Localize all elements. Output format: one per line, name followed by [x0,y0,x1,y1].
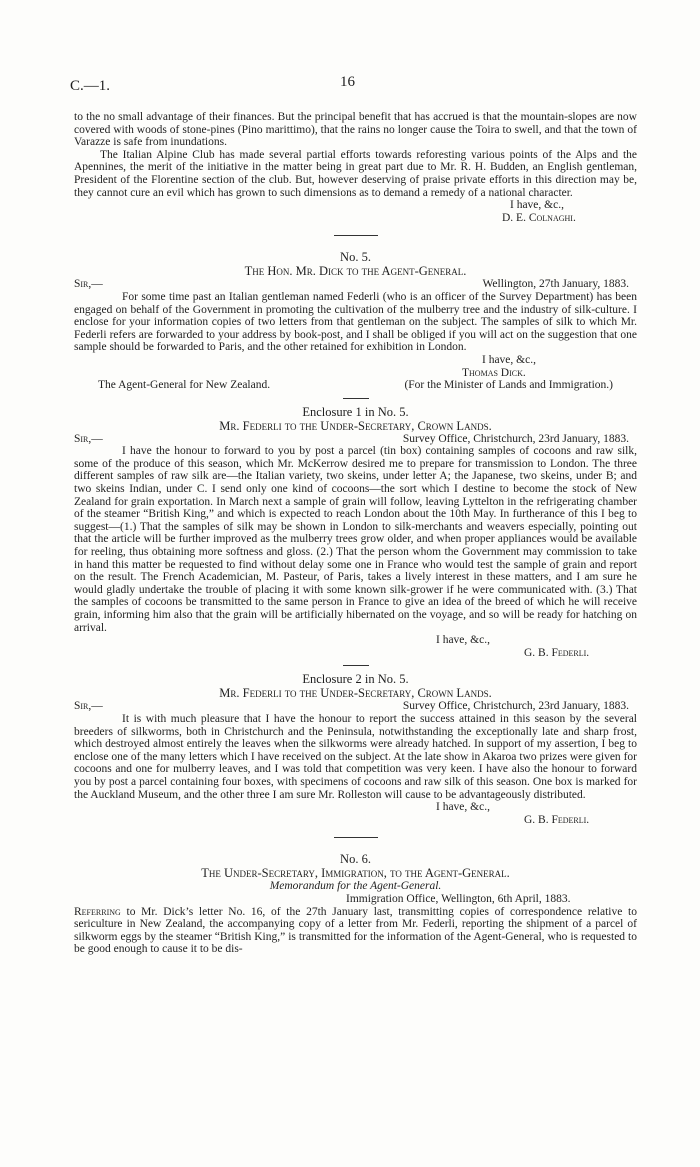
paragraph: The Italian Alpine Club has made several partial efforts towards reforesting various points of the Alps and the Apennines, the merit of the initiative in the matter being in great part due to Mr. R. H. Budden, an English gentleman, President of the Florentine section of the club. But, however deserving of praise private efforts in this direction may be, they cannot cure an evil which has grown to such dimensions as to demand a remedy of a national character. [74,148,637,199]
signature: D. E. Colnaghi. [502,211,576,224]
addressee-row [74,379,637,392]
letter-heading: The Hon. Mr. Dick to the Agent-General. [244,264,467,279]
salutation: Sir,— [74,278,103,291]
enclosure-title: Enclosure 1 in No. 5. [302,404,409,419]
place-date: Survey Office, Christchurch, 23rd January, 1883. [402,432,629,445]
paragraph: It is with much pleasure that I have the honour to report the success attained in this season by the several breeders of silkworms, both in Christchurch and the Peninsula, notwithstanding the exceptionally late and sharp frost, which destroyed almost entirely the leaves when the silkworms were already hatched. In support of my assertion, I beg to enclose one of the many letters which I have received on the subject. At the late show in Akaroa two prizes were given for cocoons and one for mulberry leaves, and I was told that competition was very keen. I have also the honour to forward you by post a parcel containing four boxes, with specimens of cocoons and raw silk of this season. One box is marked for the Auckland Museum, and the other three I am sure Mr. Rolleston will cause to be advantageously distributed. [74,712,637,801]
paragraph: to the no small advantage of their finances. But the principal benefit that has accrued is that the mountain-slopes are now covered with woods of stone-pines (Pino marittimo), that the rains no longer cause the Toira to swell, and that the town of Varazze is safe from inundations. [74,111,637,149]
divider [343,665,369,666]
salutation-row [74,700,637,713]
for-minister: (For the Minister of Lands and Immigration.) [404,379,613,392]
place-date: Immigration Office, Wellington, 6th April, 1883. [346,892,571,905]
place-date: Survey Office, Christchurch, 23rd January, 1883. [402,700,629,713]
enclosure-heading: Mr. Federli to the Under-Secretary, Crown Lands. [219,686,492,701]
place-date: Wellington, 27th January, 1883. [482,278,629,291]
closing: I have, &c., [510,199,564,212]
salutation: Sir,— [74,700,103,713]
closing: I have, &c., [482,353,536,366]
enclosure-heading: Mr. Federli to the Under-Secretary, Crown Lands. [219,418,492,433]
signature: Thomas Dick. [462,366,526,379]
letter-heading: The Under-Secretary, Immigration, to the Agent-General. [201,866,510,881]
document-body [74,111,637,956]
section-number: C.—1. [70,78,111,94]
signature: G. B. Federli. [524,813,590,826]
paragraph-text: to Mr. Dick’s letter No. 16, of the 27th January last, transmitting copies of correspondence relative to sericulture in New Zealand, the accompanying copy of a letter from Mr. Federli, reporting the shipment of a parcel of silkworm eggs by the steamer “British King,” is transmitted for the information of the Agent-General, who is requested to be good enough to cause it to be dis- [74,905,637,956]
paragraph: I have the honour to forward to you by post a parcel (tin box) containing samples of cocoons and raw silk, some of the produce of this season, which Mr. McKerrow desired me to prepare for transmission to London. The three different samples of raw silk are—the Italian variety, two skeins, under letter A; the Japanese, two skeins, under B; and two skeins Indian, under C. I send only one kind of cocoons—the sort which I destine to become the stock of New Zealand for grain exportation. In March next a sample of grain will follow, leaving Lyttelton in the refrigerating chamber of the steamer “British King,” and which is expected to reach London about the 10th May. In furtherance of this I beg to suggest—(1.) That the samples of silk may be shown in London to silk-merchants and weavers especially, pointing out that the article will be further improved as the mulberry trees grow older, and when proper appliances would be available for reeling, thus obtaining more softness and gloss. (2.) That the person whom the Government may commission to take in hand this matter be requested to find without delay some one in France who would test the sample of grain and report on the result. The French Academician, M. Pasteur, of Paris, takes a lively interest in these matters, and I am sure he would gladly undertake the trouble of placing it with some known silk-grower if he were communicated with. (3.) That the samples of cocoons be transmitted to the same person in France to give an idea of the breed of which he will receive grain, informing him also that the grain will be artificially hibernated on the voyage, and so will be ready for hatching on arrival. [74,445,637,634]
paragraph [74,906,637,956]
page-number: 16 [340,74,355,90]
divider [334,235,378,236]
salutation: Sir,— [74,432,103,445]
memorandum-title: Memorandum for the Agent-General. [269,880,442,893]
signature: G. B. Federli. [524,646,590,659]
closing: I have, &c., [436,801,490,814]
paragraph: For some time past an Italian gentleman named Federli (who is an officer of the Survey Department) has been engaged on behalf of the Government in promoting the cultivation of the mulberry tree and the industry of silk-culture. I enclose for your information copies of two letters from that gentleman on the subject. The samples of silk to which Mr. Federli refers are forwarded to your address by book-post, and I shall be obliged if you will act on the suggestion that one sample should be forwarded to Paris, and the other retained for exhibition in London. [74,290,637,354]
letter-number: No. 6. [340,852,371,867]
enclosure-title: Enclosure 2 in No. 5. [302,672,409,687]
addressee: The Agent-General for New Zealand. [98,379,271,392]
divider [343,398,369,399]
closing: I have, &c., [436,634,490,647]
salutation-row [74,433,637,446]
opening-word: Referring [74,905,121,918]
salutation-row [74,278,637,291]
divider [334,837,378,838]
letter-number: No. 5. [340,250,371,265]
